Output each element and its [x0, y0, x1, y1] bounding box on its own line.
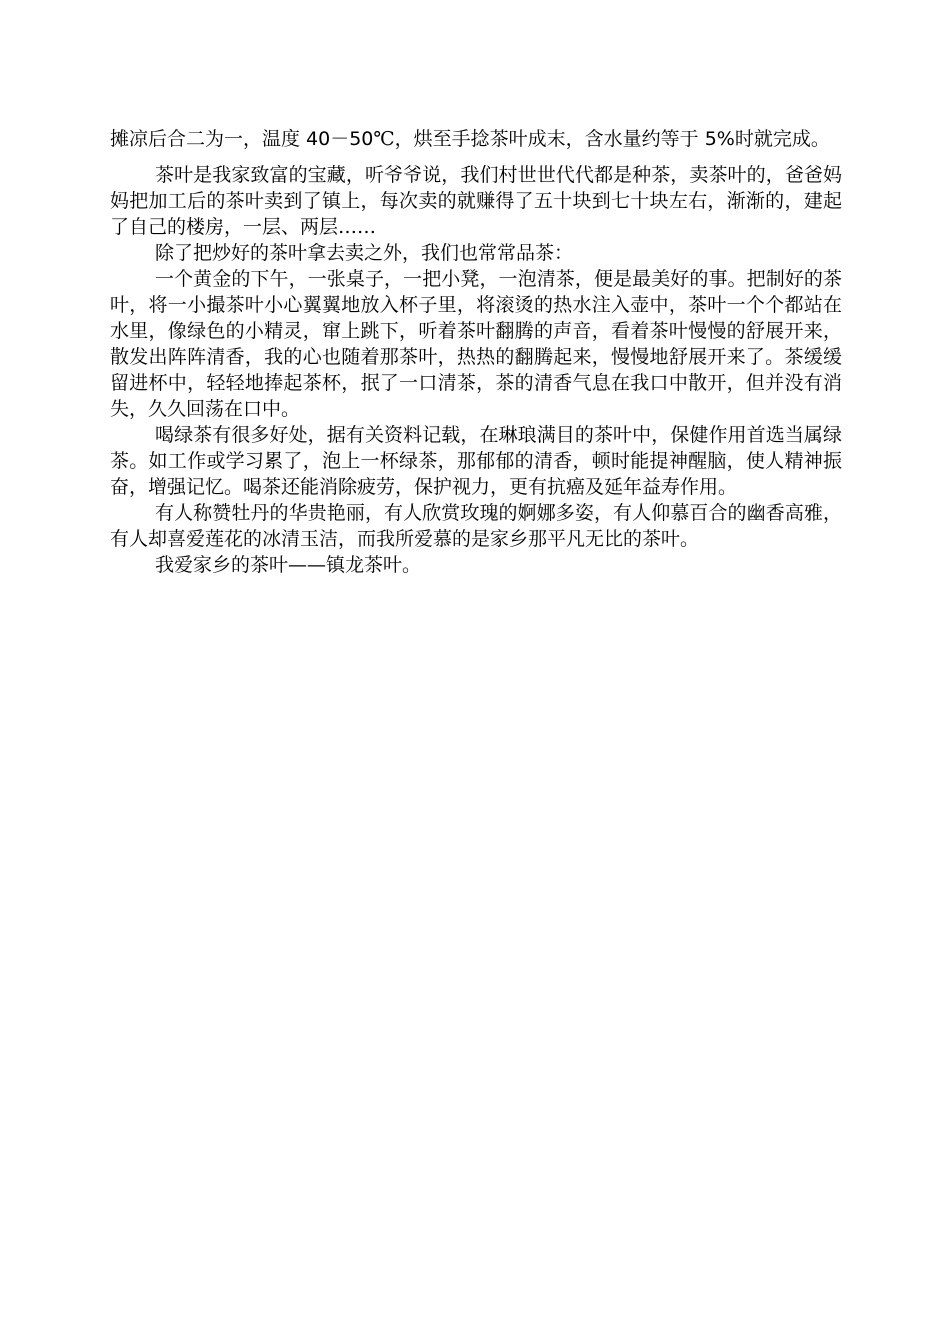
paragraph-family-wealth: 茶叶是我家致富的宝藏，听爷爷说，我们村世世代代都是种茶，卖茶叶的，爸爸妈妈把加工后的茶叶卖到了镇上，每次卖的就赚得了五十块到七十块左右，渐渐的，建起了自己的楼房，一层、两层…… — [110, 164, 842, 238]
moisture-percent: 5% — [704, 128, 735, 150]
paragraph-flowers-comparison: 有人称赞牡丹的华贵艳丽，有人欣赏玫瑰的婀娜多姿，有人仰慕百合的幽香高雅，有人却喜爱莲花的冰清玉洁，而我所爱慕的是家乡那平凡无比的茶叶。 — [110, 502, 842, 550]
paragraph-continuation — [110, 124, 842, 154]
paragraph-text: ℃，烘至手捻茶叶成末，含水量约等于 — [373, 128, 705, 150]
paragraph-text: 摊凉后合二为一，温度 — [110, 128, 307, 150]
paragraph-green-tea-benefits: 喝绿茶有很多好处，据有关资料记载，在琳琅满目的茶叶中，保健作用首选当属绿茶。如工作或学习累了，泡上一杯绿茶，那郁郁的清香，顿时能提神醒脑，使人精神振奋，增强记忆。喝茶还能消除疲劳，保护视力，更有抗癌及延年益寿作用。 — [110, 424, 842, 498]
document-body — [110, 124, 842, 578]
temperature-range: 40－50 — [306, 128, 374, 150]
paragraph-text: 时就完成。 — [734, 128, 830, 150]
paragraph-afternoon-tea: 一个黄金的下午，一张桌子，一把小凳，一泡清茶，便是最美好的事。把制好的茶叶，将一小撮茶叶小心翼翼地放入杯子里，将滚烫的热水注入壶中，茶叶一个个都站在水里，像绿色的小精灵，窜上跳下，听着茶叶翻腾的声音，看着茶叶慢慢的舒展开来，散发出阵阵清香，我的心也随着那茶叶，热热的翻腾起来，慢慢地舒展开来了。茶缓缓留进杯中，轻轻地捧起茶杯，抿了一口清茶，茶的清香气息在我口中散开，但并没有消失，久久回荡在口中。 — [110, 268, 842, 420]
paragraph-closing: 我爱家乡的茶叶——镇龙茶叶。 — [155, 554, 422, 576]
paragraph-tasting-intro: 除了把炒好的茶叶拿去卖之外，我们也常常品茶： — [155, 242, 574, 264]
